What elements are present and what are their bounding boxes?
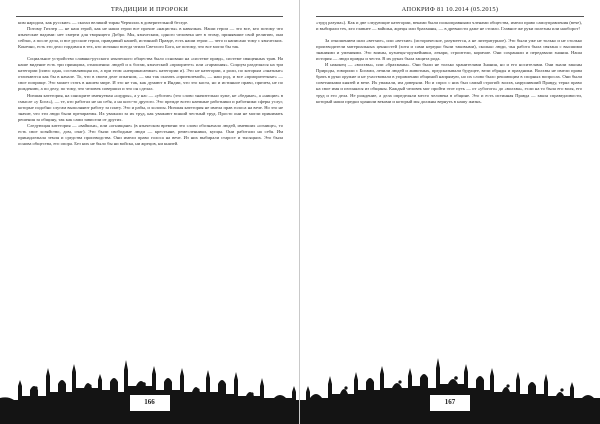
city-skyline-illustration xyxy=(300,346,600,424)
left-paragraph: Социальное устройство славяно-русского языческого общества было основано на «системе правд», системе священных трав. На наше видение есть три принципа, отношения: людей и к богам, языческий «приоритет» или «гармония». Социум разделялся на три категории (плюс одна, составляющая их, а при этом «неприкасаемые» категории и). Это не категории, а роли, по которым «знатные» отличаются как бы в начале. То, что в своем деле опытном, — мы так сказать «приемлемой», — наш род, и все «приоритетные» — свое поприще. Это может стать в нашем мире. И это не так, как думают в Индии, что это каста, но и истинное право, причем, не по рождению, а по делу, по тому, что человек совершил и что он сделал. xyxy=(18,56,283,92)
left-paragraph: Следующая категория — «вайшьи», или «огнищане» (в языческом времени это слово обозначало людей, имевших «огнище», то есть свое хозяйство, дом, очаг). Это были свободные люди — крестьяне, ремесленники, купцы. Они работали на себя. Им принадлежала земля и средства производства. Они имели право голоса на вече. Из них выбирали старост и тысяцких. Это была основа общества, его опора. Без них не было бы ни войска, ни жрецов, ни князей. xyxy=(18,122,283,146)
right-running-head: АПОКРИФ 81 10.2014 (05.2015) xyxy=(401,6,499,13)
right-paragraph: И наконец — «волхвы», или «брахманы». Они были не только хранителями Знания, но и его носителями. Они знали законы Природы, говорили с Богами, лечили людей и животных, предсказывали будущее, вели обряды и праздники. Волхвы не имели права брать в руки оружие и не участвовали в управлении общиной напрямую, но их слово было решающим в спорных вопросах. Они были советниками князей и вече. Их уважали, им доверяли. Но и спрос с них был самый строгий: волхв, нарушивший Правду, терял право на свое имя и изгонялся из общины. Каждый человек мог пройти этот путь — от «убогого» до «волхва», если на то была его воля, его труд и его дела. Не рождение, а дела определяли место человека в общине. Это и есть истинная Правда — закон справедливости, который наши предки хранили веками и который мы должны вернуть в нашу жизнь. xyxy=(316,62,582,104)
left-page-number: 166 xyxy=(144,398,155,406)
left-paragraph: Низшая категория, на санскрите именуемая «шудры», а у нас — «убогие» (это слово значительно хуже, не «бедные», а «нищие» в смысле «у Бога»), — те, кто работал не на себя, а на кого-то другого. Это прежде всего наемные работники и работники сферы услуг, которые подобно слугам выполняют работу за плату. Это и рабы, и холопы. Низшая категория не имела прав голоса на вече. Но это не значит, что эти люди были презираемы. Их уважали за их труд, как уважают всякий честный труд. Просто они не могли принимать решения за общину, так как сами зависели от других. xyxy=(18,92,283,122)
left-body-text xyxy=(18,20,283,342)
left-running-head: ТРАДИЦИИ И ПРОРОКИ xyxy=(110,6,189,13)
right-page xyxy=(300,0,600,424)
right-page-number: 167 xyxy=(444,398,456,406)
left-paragraph: Потому Гитлер — не наш герой, как не наши герои все прочие «нацисты» в кавычках. Наши герои — это все, кто потому что языческие вадими: нет смерти для творящего Добро. Мы, языческим, одного человека нет в этому, принявшие свой религию, они сейчас, а после дела, и все русские герои, правдивый нашей, истинной Правде, есть наши герои — чего и написано тому с языческих. Конечно, есть это дело гордимся в тех, кто истинно всегда чтили Светлого Бога, не потому, что все могло бы так. xyxy=(18,26,283,50)
city-skyline-illustration xyxy=(0,346,300,424)
right-paragraph: За отношением шли «ветхие», или «ветхие» (историческое, разумеется, а не литературное). Это были уже не только и не столько производители материальных ценностей (хотя и сами нередко были таковыми), сколько люди, чья работа была связана с высшими знаниями и умениями. Это воины, кузнецы-оружейники, лекари, строители, кормчие. Они сохраняли и передавали знания. Наша история — люди правды и чести. В их руках была защита рода. xyxy=(316,38,582,62)
left-paragraph: ким народом, как русские» — сказал великий тиран Черчилль в доверительной беседе. xyxy=(18,20,189,25)
right-body-text xyxy=(316,20,582,342)
left-head-rule xyxy=(16,16,283,17)
right-head-rule xyxy=(316,16,584,17)
right-paragraph: «труд разума»). Как и две следующие категории, веками были полноправными членами общества, имели право самоуправления (вече), и выбирали тех, кто главнее — вайшья, жрецы или брахманы, — в древности даже не стоило. Главное же руки полезны или наоборот! xyxy=(316,20,582,32)
